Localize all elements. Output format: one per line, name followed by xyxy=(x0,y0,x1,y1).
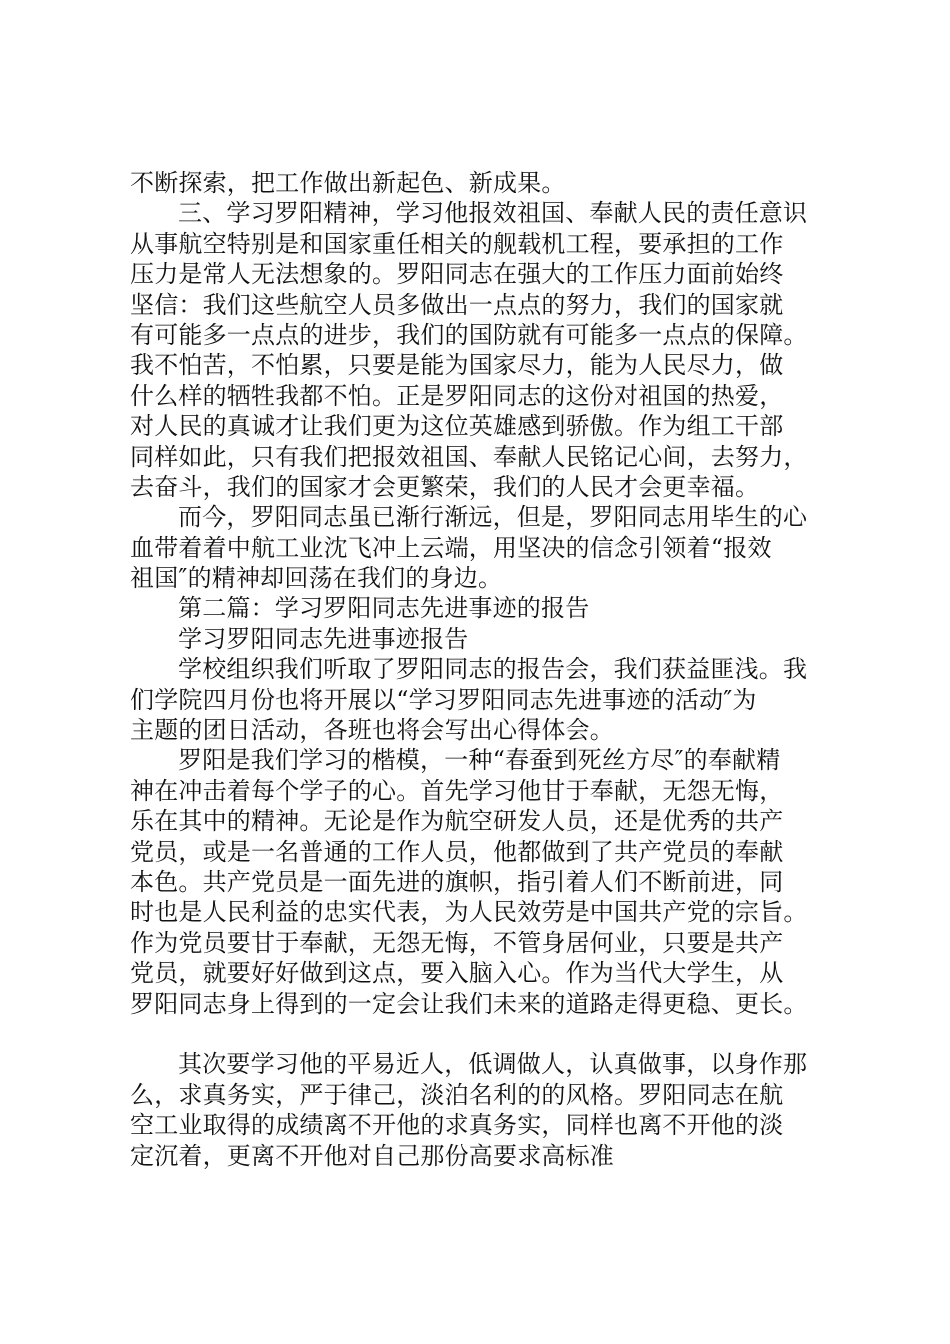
text-line: 时也是人民利益的忠实代表，为人民效劳是中国共产党的宗旨。 xyxy=(130,898,808,927)
text-line: 们学院四月份也将开展以“学习罗阳同志先进事迹的活动″为 xyxy=(130,685,757,714)
text-line: 学校组织我们听取了罗阳同志的报告会，我们获益匪浅。我 xyxy=(178,655,808,684)
text-line: 罗阳是我们学习的楷模，一种“春蚕到死丝方尽″的奉献精 xyxy=(178,746,781,775)
paragraph-gap xyxy=(130,1019,850,1049)
text-line: 不断探索，把工作做出新起色、新成果。 xyxy=(130,169,566,197)
text-line: 从事航空特别是和国家重任相关的舰载机工程，要承担的工作 xyxy=(130,229,784,258)
text-line: 定沉着，更离不开他对自己那份高要求高标准 xyxy=(130,1141,614,1170)
text-line: 党员，或是一名普通的工作人员，他都做到了共产党员的奉献 xyxy=(130,837,784,866)
text-line: 血带着着中航工业沈飞冲上云端，用坚决的信念引领着“报效 xyxy=(130,533,772,562)
text-block-main xyxy=(130,168,850,1019)
text-line: 作为党员要甘于奉献，无怨无悔，不管身居何业，只要是共产 xyxy=(130,928,784,957)
text-line: 有可能多一点点的进步，我们的国防就有可能多一点点的保障。 xyxy=(130,320,808,349)
text-line: 我不怕苦，不怕累，只要是能为国家尽力，能为人民尽力，做 xyxy=(130,351,784,380)
text-line: 乐在其中的精神。无论是作为航空研发人员，还是优秀的共产 xyxy=(130,807,784,836)
text-block-continued xyxy=(130,1049,850,1171)
text-line: 其次要学习他的平易近人，低调做人，认真做事，以身作那 xyxy=(178,1050,808,1079)
text-line: 同样如此，只有我们把报效祖国、奉献人民铭记心间，去努力， xyxy=(130,442,808,471)
text-line: 第二篇：学习罗阳同志先进事迹的报告 xyxy=(178,594,590,623)
document-body xyxy=(130,168,850,1171)
text-line: 神在冲击着每个学子的心。首先学习他甘于奉献，无怨无悔， xyxy=(130,776,784,805)
text-line: 而今，罗阳同志虽已渐行渐远，但是，罗阳同志用毕生的心 xyxy=(178,503,808,532)
text-line: 坚信：我们这些航空人员多做出一点点的努力，我们的国家就 xyxy=(130,290,784,319)
text-line: 什么样的牺牲我都不怕。正是罗阳同志的这份对祖国的热爱， xyxy=(130,381,784,410)
text-line: 去奋斗，我们的国家才会更繁荣，我们的人民才会更幸福。 xyxy=(130,472,760,501)
text-line: 祖国″的精神却回荡在我们的身边。 xyxy=(130,564,503,593)
text-line: 压力是常人无法想象的。罗阳同志在强大的工作压力面前始终 xyxy=(130,260,784,289)
text-line: 三、学习罗阳精神，学习他报效祖国、奉献人民的责任意识 xyxy=(178,199,808,228)
text-line: 对人民的真诚才让我们更为这位英雄感到骄傲。作为组工干部 xyxy=(130,412,784,441)
text-line: 学习罗阳同志先进事迹报告 xyxy=(178,624,469,653)
text-line: 罗阳同志身上得到的一定会让我们未来的道路走得更稳、更长。 xyxy=(130,989,808,1018)
text-line: 本色。共产党员是一面先进的旗帜，指引着人们不断前进，同 xyxy=(130,867,784,896)
text-line: 党员，就要好好做到这点，要入脑入心。作为当代大学生，从 xyxy=(130,959,784,988)
text-line: 主题的团日活动，各班也将会写出心得体会。 xyxy=(130,716,614,745)
text-line: 空工业取得的成绩离不开他的求真务实，同样也离不开他的淡 xyxy=(130,1111,784,1140)
text-line: 么，求真务实，严于律己，淡泊名利的的风格。罗阳同志在航 xyxy=(130,1080,784,1109)
